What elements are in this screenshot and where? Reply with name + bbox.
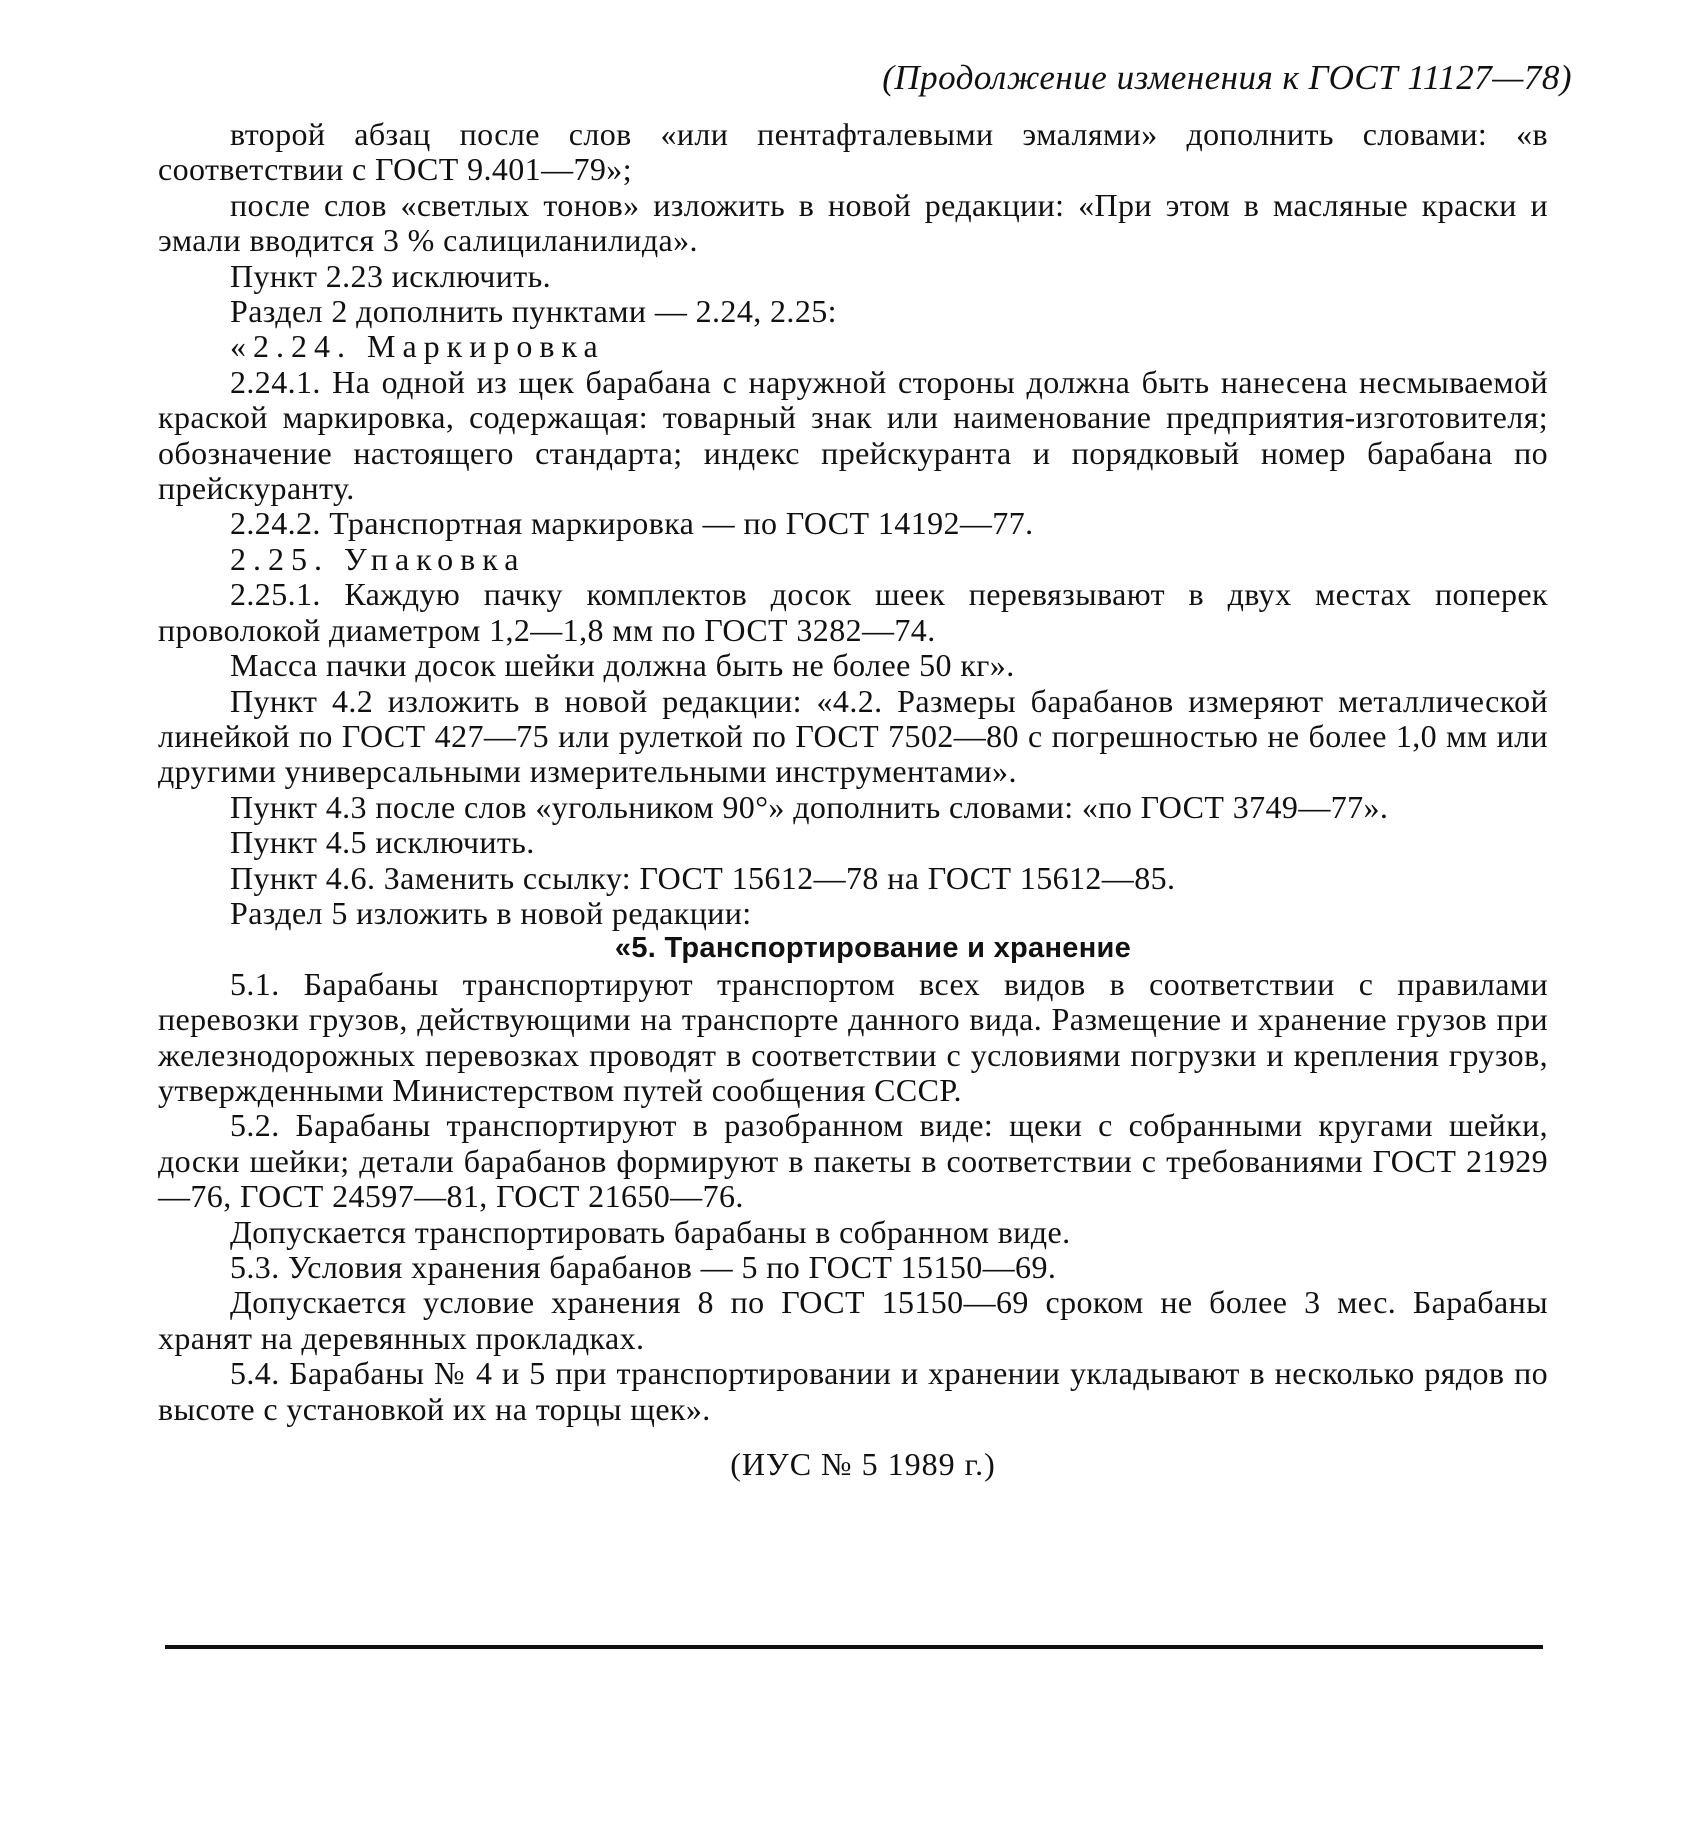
paragraph: Масса пачки досок шейки должна быть не более 50 кг».	[230, 647, 1015, 684]
paragraph: Пункт 2.23 исключить.	[230, 257, 552, 294]
paragraph: Пункт 4.6. Заменить ссылку: ГОСТ 15612—78 на ГОСТ 15612—85.	[230, 859, 1176, 896]
subsection-heading: «2.24. Маркировка	[230, 328, 605, 365]
section-title: «5. Транспортирование и хранение	[614, 932, 1132, 965]
source-reference: (ИУС № 5 1989 г.)	[730, 1446, 996, 1483]
paragraph: второй абзац после слов «или пентафталевыми эмалями» дополнить словами: «в соответствии с ГОСТ 9.401—79»;	[158, 116, 1548, 188]
paragraph: Допускается условие хранения 8 по ГОСТ 15150—69 сроком не более 3 мес. Барабаны хранят на деревянных прокладках.	[158, 1284, 1548, 1356]
page-header: (Продолжение изменения к ГОСТ 11127—78)	[882, 58, 1572, 97]
paragraph: 2.25.1. Каждую пачку комплектов досок шеек перевязывают в двух местах поперек проволокой диаметром 1,2—1,8 мм по ГОСТ 3282—74.	[158, 576, 1548, 648]
paragraph: Пункт 4.3 после слов «угольником 90°» дополнить словами: «по ГОСТ 3749—77».	[230, 788, 1389, 825]
paragraph: Раздел 2 дополнить пунктами — 2.24, 2.25:	[230, 293, 837, 330]
paragraph: 2.24.1. На одной из щек барабана с наружной стороны должна быть нанесена несмываемой краской маркировка, содержащая: товарный знак или наименование предприятия-изготовителя; обозначение настоящего стандарта; индекс прейскуранта и порядковый номер барабана по прейскуранту.	[158, 363, 1548, 507]
subsection-heading: 2.25. Упаковка	[230, 540, 526, 577]
paragraph: Допускается транспортировать барабаны в собранном виде.	[230, 1213, 1071, 1250]
bottom-rule	[165, 1645, 1543, 1649]
paragraph: Пункт 4.5 исключить.	[230, 824, 535, 861]
paragraph: 5.3. Условия хранения барабанов — 5 по ГОСТ 15150—69.	[230, 1249, 1057, 1285]
paragraph: 2.24.2. Транспортная маркировка — по ГОСТ 14192—77.	[230, 505, 1034, 542]
paragraph: 5.2. Барабаны транспортируют в разобранном виде: щеки с собранными кругами шейки, доски шейки; детали барабанов формируют в пакеты в соответствии с требованиями ГОСТ 21929—76, ГОСТ 24597—81, ГОСТ 21650—76.	[158, 1107, 1548, 1215]
paragraph: 5.4. Барабаны № 4 и 5 при транспортировании и хранении укладывают в несколько рядов по высоте с установкой их на торцы щек».	[158, 1355, 1548, 1427]
document-body	[158, 117, 1548, 1482]
paragraph: 5.1. Барабаны транспортируют транспортом всех видов в соответствии с правилами перевозки грузов, действующими на транспорте данного вида. Размещение и хранение грузов при железнодорожных перевозках проводят в соответствии с условиями погрузки и крепления грузов, утвержденными Министерством путей сообщения СССР.	[158, 965, 1548, 1108]
paragraph: после слов «светлых тонов» изложить в новой редакции: «При этом в масляные краски и эмали вводится 3 % салициланилида».	[158, 186, 1548, 259]
paragraph: Пункт 4.2 изложить в новой редакции: «4.2. Размеры барабанов измеряют металлической линейкой по ГОСТ 427—75 или рулеткой по ГОСТ 7502—80 с погрешностью не более 1,0 мм или другими универсальными измерительными инструментами».	[158, 682, 1548, 790]
paragraph: Раздел 5 изложить в новой редакции:	[230, 894, 752, 931]
